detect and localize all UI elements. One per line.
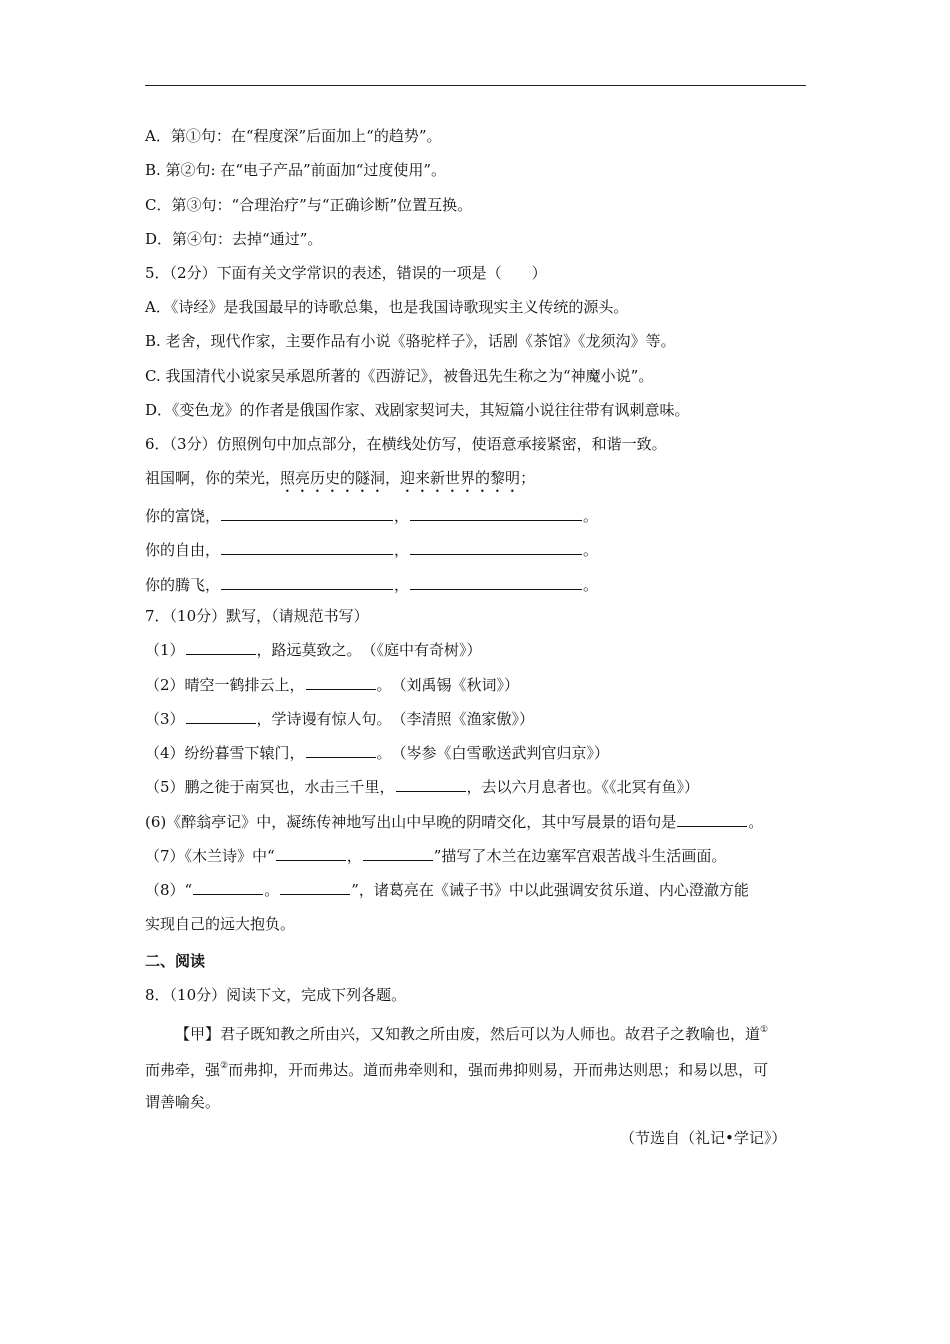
fill-sep: ， <box>394 507 410 525</box>
answer-blank[interactable] <box>396 777 466 792</box>
item-suffix: ”描写了木兰在边塞军宫艰苦战斗生活画面。 <box>433 847 727 865</box>
fill-end: 。 <box>583 541 599 559</box>
fill-label: 你的自由， <box>145 541 221 559</box>
answer-blank[interactable] <box>221 506 393 521</box>
item-prefix: （5）鹏之徙于南冥也，水击三千里， <box>145 778 395 796</box>
question-8-title: 8．（10分）阅读下文，完成下列各题。 <box>145 986 407 1004</box>
q7-item-4 <box>145 743 810 763</box>
q5-option-c: C. 我国清代小说家吴承恩所著的《西游记》，被鲁迅先生称之为“神魔小说”。 <box>145 367 654 385</box>
q7-item-3 <box>145 709 810 729</box>
item-suffix: 。 （刘禹锡《秋词》） <box>376 676 520 694</box>
item-mid: 。 <box>264 881 280 899</box>
answer-blank[interactable] <box>221 540 393 555</box>
item-suffix: 。 （岑参《白雪歌送武判官归京》） <box>376 744 610 762</box>
item-suffix: ，学诗谩有惊人句。 （李清照《渔家傲》） <box>256 710 535 728</box>
fill-sep: ， <box>394 541 410 559</box>
fill-sep: ， <box>394 576 410 594</box>
answer-blank[interactable] <box>306 743 376 758</box>
question-6-title: 6．（3分）仿照例句中加点部分，在横线处仿写，使语意承接紧密，和谐一致。 <box>145 435 667 453</box>
passage-text: 而弗抑，开而弗达。道而弗牵则和，强而弗抑则易，开而弗达则思；和易以思，可 <box>228 1061 769 1079</box>
option-c-line: C．第③句：“合理治疗”与“正确诊断”位置互换。 <box>145 196 473 214</box>
footnote-marker: ② <box>220 1061 229 1071</box>
q7-item-6 <box>145 812 810 832</box>
example-dotted-2: 迎来新世界的黎明 <box>400 469 521 487</box>
item-prefix: （7）《木兰诗》中“ <box>145 847 275 865</box>
question-7-title: 7．（10分）默写，（请规范书写） <box>145 607 369 625</box>
fill-line-3 <box>145 575 810 595</box>
q5-option-d: D．《变色龙》的作者是俄国作家、戏剧家契诃夫，其短篇小说往往带有讽刺意味。 <box>145 401 690 419</box>
example-suffix: ； <box>520 469 536 487</box>
fill-line-2 <box>145 540 810 560</box>
fill-label: 你的腾飞， <box>145 576 221 594</box>
option-b-line: B. 第②句: 在“电子产品”前面加“过度使用”。 <box>145 161 447 179</box>
q5-option-a: A．《诗经》是我国最早的诗歌总集，也是我国诗歌现实主义传统的源头。 <box>145 298 629 316</box>
option-d-line: D．第④句：去掉“通过”。 <box>145 230 323 248</box>
answer-blank[interactable] <box>363 846 433 861</box>
answer-blank[interactable] <box>276 846 346 861</box>
answer-blank[interactable] <box>410 506 582 521</box>
fill-line-1 <box>145 506 810 526</box>
q7-item-1 <box>145 640 810 660</box>
item-prefix: （3） <box>145 710 185 728</box>
passage-source: （节选自（礼记•学记》） <box>620 1129 787 1147</box>
example-prefix: 祖国啊，你的荣光， <box>145 469 281 487</box>
q7-item-7 <box>145 846 810 866</box>
footnote-marker: ① <box>760 1025 769 1035</box>
answer-blank[interactable] <box>186 709 256 724</box>
passage-line-1 <box>175 1020 840 1044</box>
passage-line-3: 谓善喻矣。 <box>145 1093 221 1111</box>
item-prefix: （4）纷纷暮雪下辕门， <box>145 744 305 762</box>
q7-item-8 <box>145 880 810 900</box>
answer-blank[interactable] <box>306 675 376 690</box>
example-dotted-1: 照亮历史的隧洞 <box>280 469 386 487</box>
item-prefix: （8）“ <box>145 881 193 899</box>
item-prefix: （1） <box>145 641 185 659</box>
fill-label: 你的富饶， <box>145 507 221 525</box>
passage-text: 【甲】君子既知教之所由兴，又知教之所由废，然后可以为人师也。故君子之教喻也，道 <box>175 1025 761 1043</box>
item-suffix: ，路远莫致之。 （《庭中有奇树》） <box>256 641 482 659</box>
item-prefix: (6)《醉翁亭记》中，凝练传神地写出山中早晚的阴晴交化，其中写晨景的语句是 <box>145 813 677 831</box>
passage-text: 而弗牵，强 <box>145 1061 221 1079</box>
q7-item-2 <box>145 675 810 695</box>
header-rule <box>145 85 806 86</box>
item-mid: ， <box>346 847 362 865</box>
answer-blank[interactable] <box>186 640 256 655</box>
answer-blank[interactable] <box>280 880 350 895</box>
option-a-line: A．第①句：在“程度深”后面加上“的趋势”。 <box>145 127 442 145</box>
item-suffix: ，去以六月息者也。《《北冥有鱼》） <box>466 778 700 796</box>
fill-end: 。 <box>583 507 599 525</box>
item-suffix: ”，诸葛亮在《诫子书》中以此强调安贫乐道、内心澄澈方能 <box>351 881 749 899</box>
passage-line-2 <box>145 1056 810 1080</box>
q7-item-8-continued: 实现自己的远大抱负。 <box>145 915 296 933</box>
answer-blank[interactable] <box>410 575 582 590</box>
q5-option-b: B. 老舍，现代作家，主要作品有小说《骆驼样子》，话剧《茶馆》《龙须沟》等。 <box>145 332 676 350</box>
fill-end: 。 <box>583 576 599 594</box>
answer-blank[interactable] <box>221 575 393 590</box>
question-5-title: 5．（2分）下面有关文学常识的表述，错误的一项是（ ） <box>145 264 547 282</box>
section-heading-reading: 二、阅读 <box>145 952 206 970</box>
item-suffix: 。 <box>748 813 764 831</box>
example-sentence <box>145 468 810 496</box>
example-mid: ， <box>385 469 401 487</box>
answer-blank[interactable] <box>677 812 747 827</box>
answer-blank[interactable] <box>193 880 263 895</box>
q7-item-5 <box>145 777 810 797</box>
item-prefix: （2）晴空一鹤排云上， <box>145 676 305 694</box>
answer-blank[interactable] <box>410 540 582 555</box>
